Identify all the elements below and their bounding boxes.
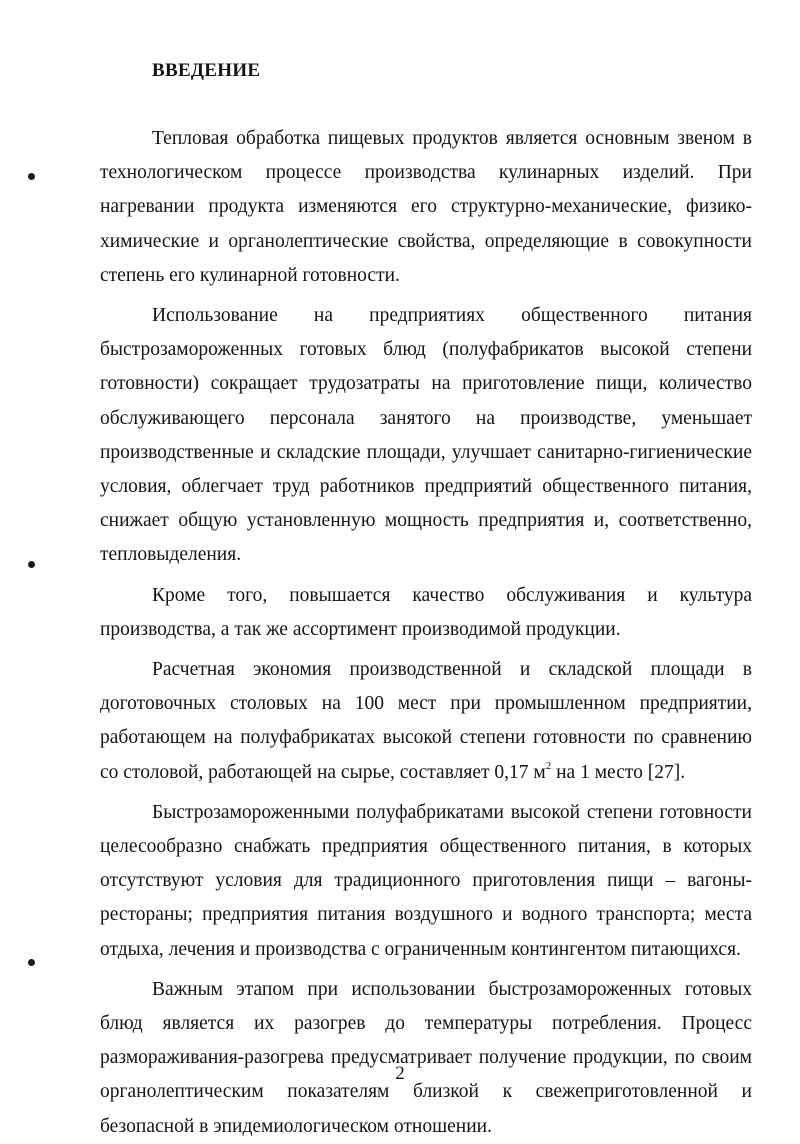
square-superscript: 2 [545, 759, 552, 772]
paragraph-reheating: Важным этапом при использовании быстрозамороженных готовых блюд является их разогрев до температуры потребления. Процесс размораживания-разогрева предусматривает получение продукции, по своим органолептическим показателям близкой к свежеприготовленной и безопасной в эпидемиологическом отношении. [100, 978, 752, 1137]
page-number: 2 [395, 1063, 405, 1084]
paragraph-supply-targets: Быстрозамороженными полуфабрикатами высокой степени готовности целесообразно снабжать предприятия общественного питания, в которых отсутствуют условия для традиционного приготовления пищи – вагоны-рестораны; предприятия питания воздушного и водного транспорта; места отдыха, лечения и производства с ограниченным контингентом питающихся. [100, 801, 752, 960]
punch-hole-mark [28, 959, 35, 966]
punch-hole-mark [28, 561, 35, 568]
paragraph-service-quality: Кроме того, повышается качество обслуживания и культура производства, а так же ассортимент производимой продукции. [100, 584, 752, 640]
paragraph-frozen-meals-usage: Использование на предприятиях общественного питания быстрозамороженных готовых блюд (полуфабрикатов высокой степени готовности) сокращает трудозатраты на приготовление пищи, количество обслуживающего персонала занятого на производстве, уменьшает производственные и складские площади, улучшает санитарно-гигиенические условия, облегчает труд работников предприятий общественного питания, снижает общую установленную мощность предприятия и, соответственно, тепловыделения. [100, 305, 752, 566]
punch-hole-mark [28, 173, 35, 180]
section-heading: ВВЕДЕНИЕ [152, 60, 261, 81]
area-savings-text: Расчетная экономия производственной и складской площади в доготовочных столовых на 100 мест при промышленном предприятии, работающем на полуфабрикатах высокой степени готовности по сравнению со столовой, работающей на сырье, составляет 0,17 м [100, 659, 752, 783]
area-savings-text-end: на 1 место [27]. [551, 761, 686, 783]
paragraph-area-savings [100, 653, 752, 790]
body-text [100, 122, 752, 1144]
paragraph-thermal-processing: Тепловая обработка пищевых продуктов является основным звеном в технологическом процессе производства кулинарных изделий. При нагревании продукта изменяются его структурно-механические, физико-химические и органолептические свойства, определяющие в совокупности степень его кулинарной готовности. [100, 128, 752, 286]
